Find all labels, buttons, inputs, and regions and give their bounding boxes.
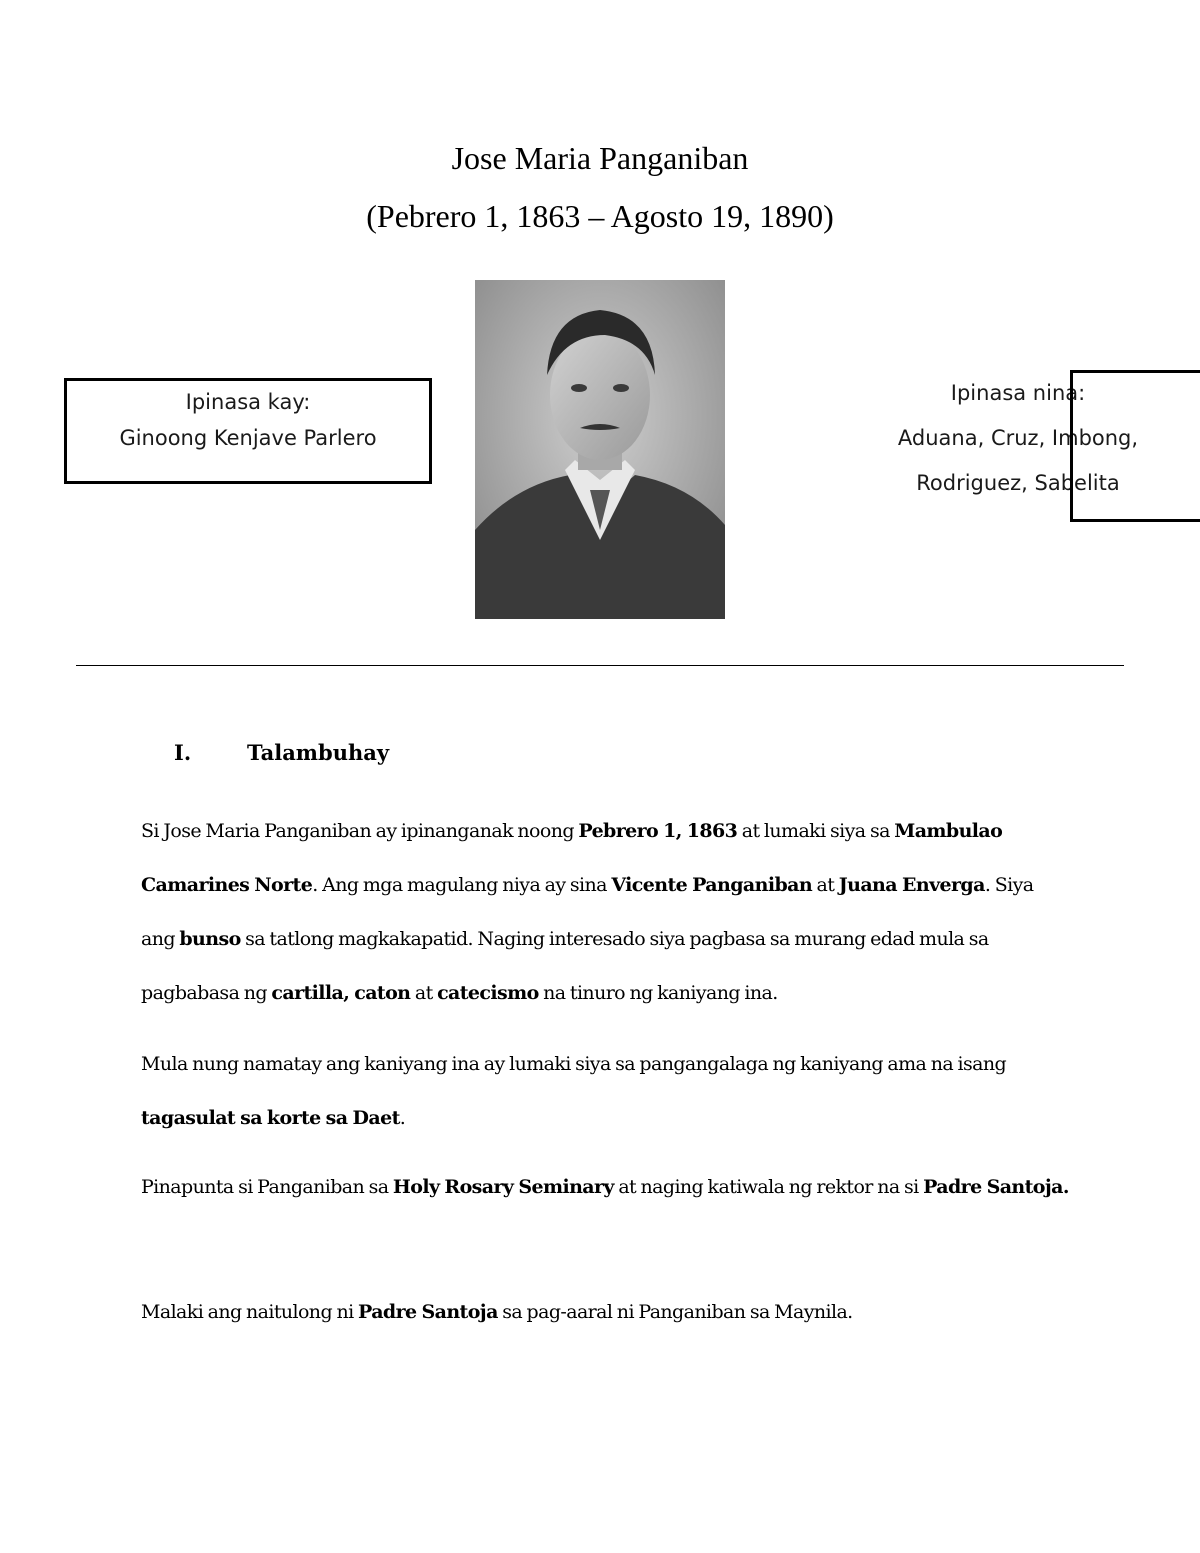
submitted-by-label: Ipinasa nina: (950, 381, 1086, 405)
paragraph-father: Mula nung namatay ang kaniyang ina ay lumaki siya sa pangangalaga ng kaniyang ama na isang tagasulat sa korte sa Daet. (141, 1053, 1007, 1129)
section-title: Talambuhay (247, 740, 390, 765)
page-title: Jose Maria Panganiban (451, 140, 749, 176)
submitted-by-names-line1: Aduana, Cruz, Imbong, (897, 426, 1139, 450)
paragraph-manila: Malaki ang naitulong ni Padre Santoja sa pag-aaral ni Panganiban sa Maynila. (141, 1301, 853, 1323)
submitted-by-names-line2: Rodriguez, Sabelita (916, 471, 1120, 495)
section-number: I. (174, 740, 192, 765)
horizontal-divider (76, 665, 1124, 666)
portrait-photo (475, 280, 725, 619)
submitted-to-name: Ginoong Kenjave Parlero (119, 426, 377, 450)
submitted-to-box (64, 378, 432, 484)
submitted-by-box-frame (1070, 370, 1200, 522)
paragraph-seminary: Pinapunta si Panganiban sa Holy Rosary Seminary at naging katiwala ng rektor na si Padre Santoja. (141, 1176, 1069, 1198)
paragraph-birth: Si Jose Maria Panganiban ay ipinanganak noong Pebrero 1, 1863 at lumaki siya sa Mambulao Camarines Norte. Ang mga magulang niya ay sina Vicente Panganiban at Juana Enverga. Siya ang bunso sa tatlong magkakapatid. Naging interesado siya pagbasa sa murang edad mula sa pagbabasa ng cartilla, caton at catecismo na tinuro ng kaniyang ina. (141, 820, 1034, 1004)
submitted-to-label: Ipinasa kay: (185, 390, 311, 414)
life-dates: (Pebrero 1, 1863 – Agosto 19, 1890) (366, 198, 834, 234)
